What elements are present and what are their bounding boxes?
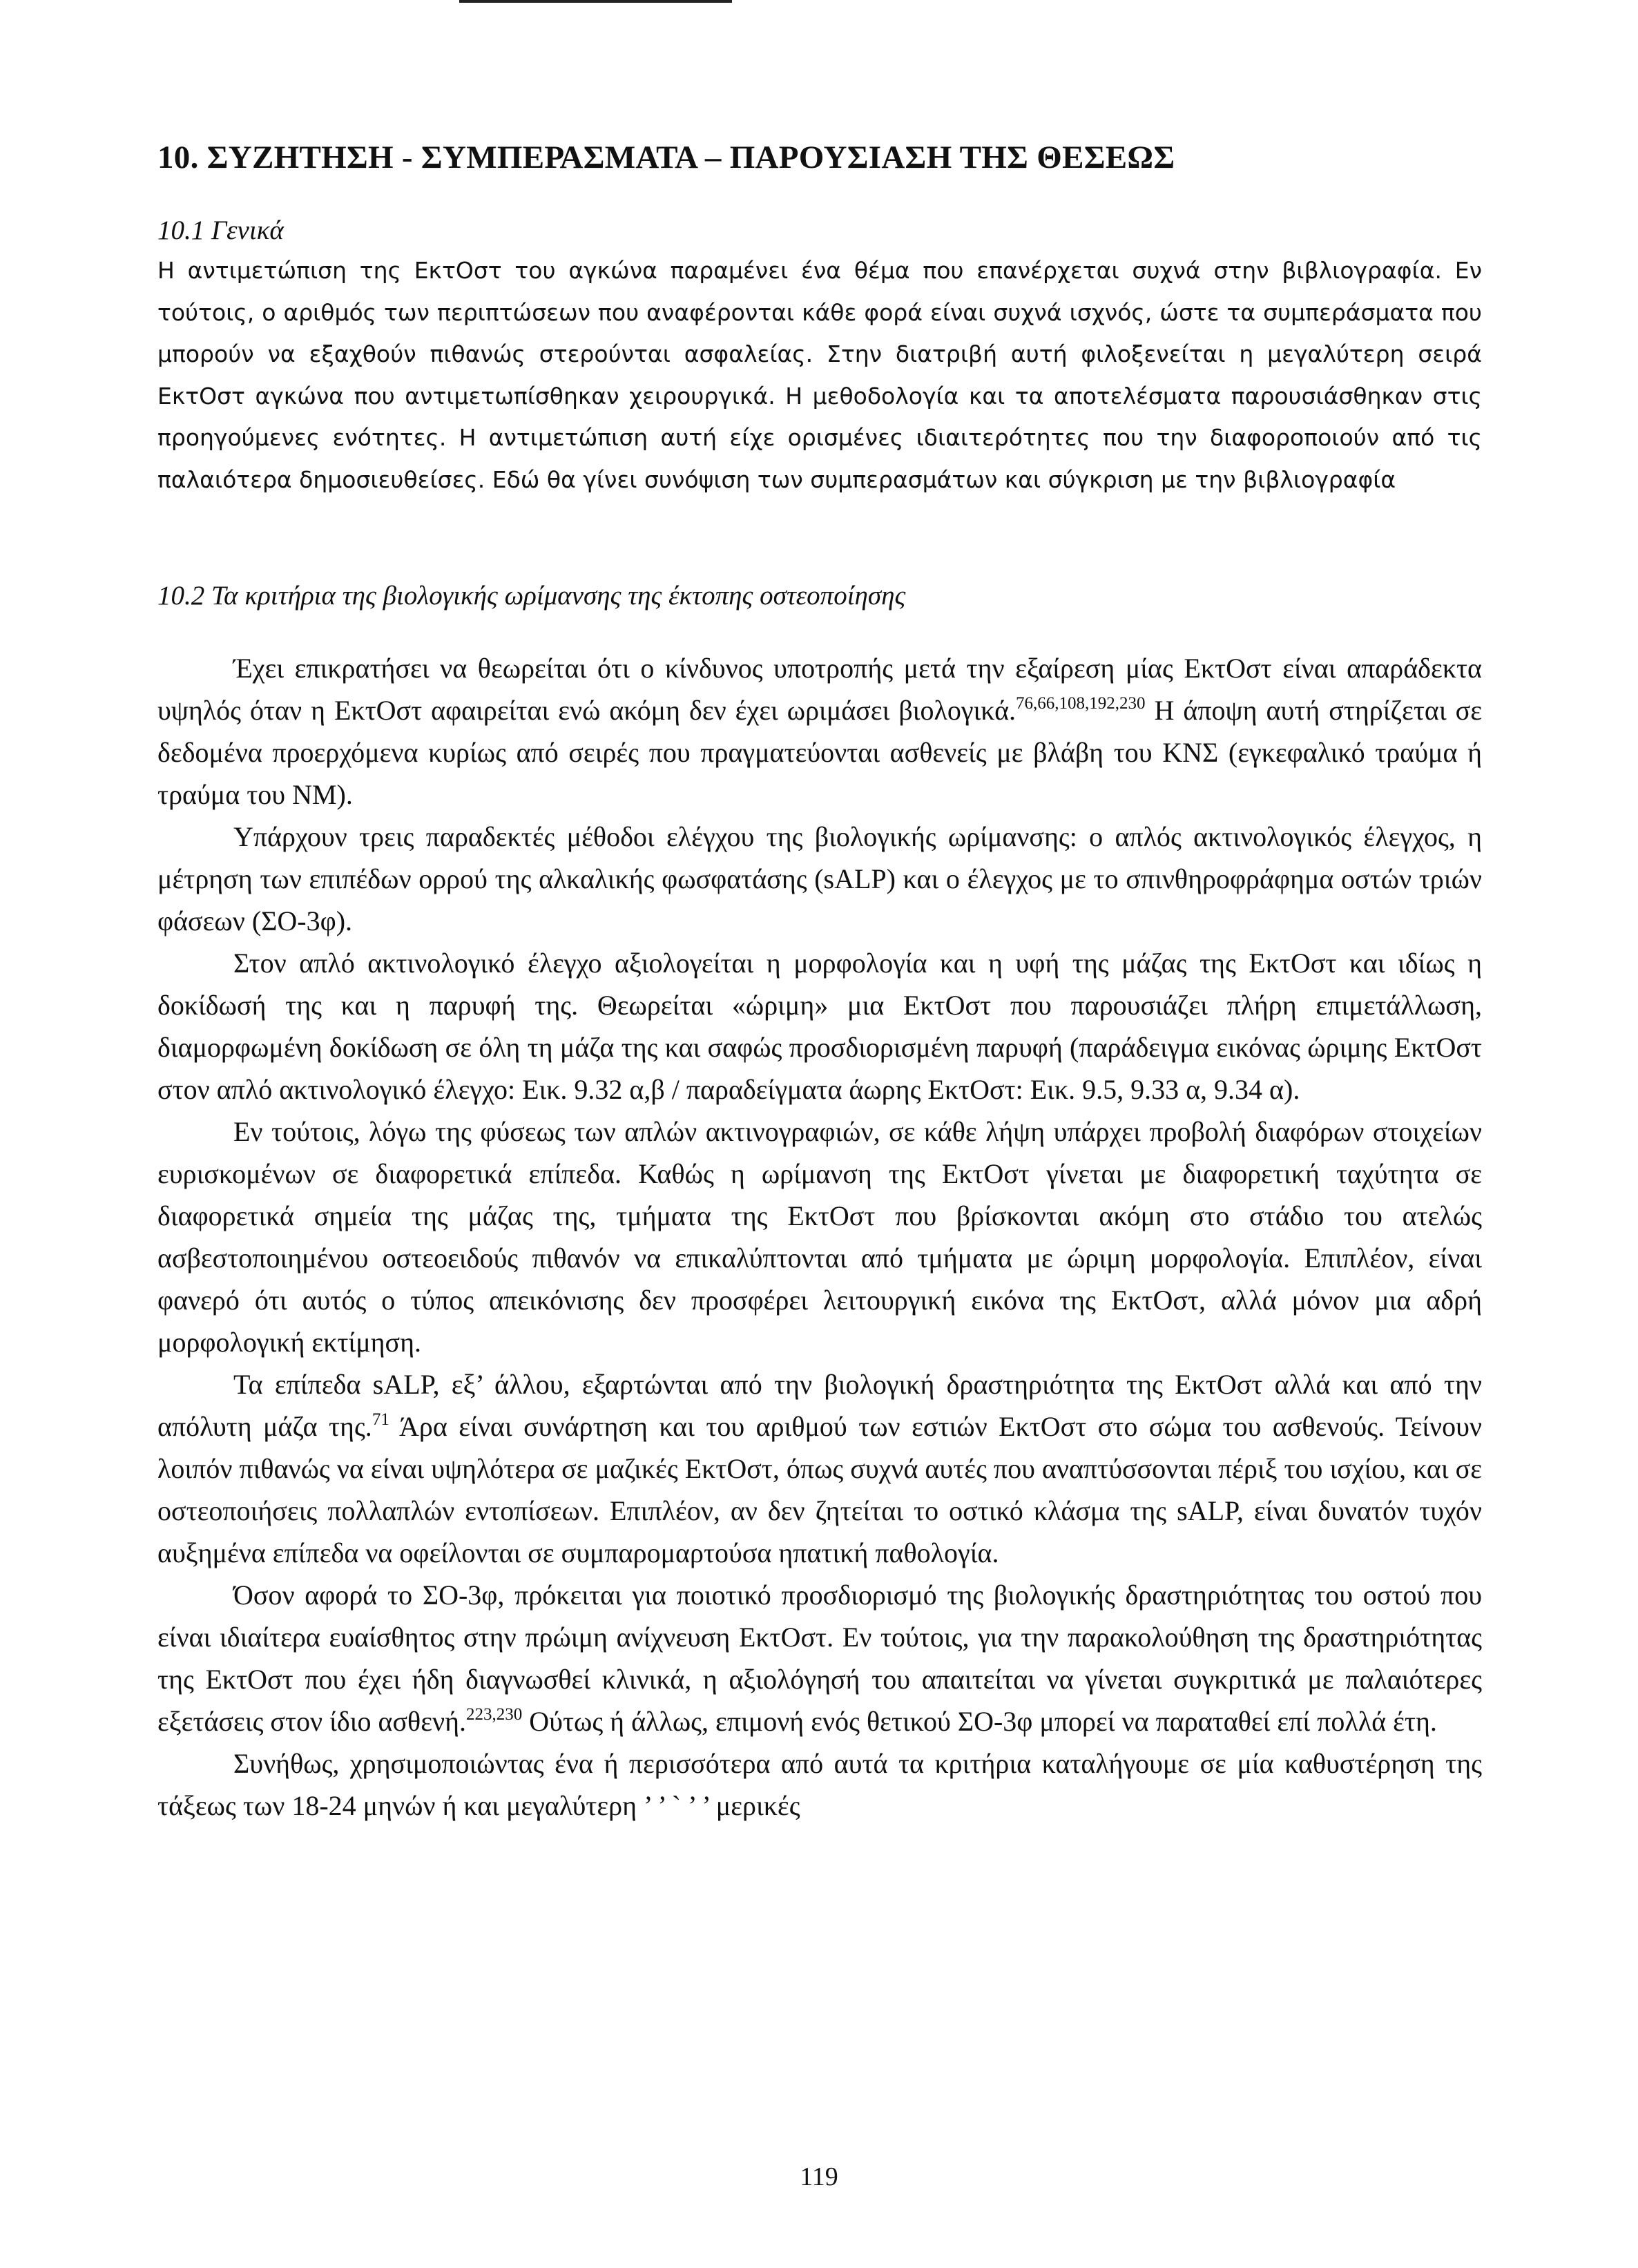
paragraph-bone-scan <box>157 1574 1482 1742</box>
paragraph-text: Ούτως ή άλλως, επιμονή ενός θετικού ΣΟ-3φ μπορεί να παραταθεί επί πολλά έτη. <box>522 1706 1437 1737</box>
citation-superscript: 223,230 <box>466 1705 523 1724</box>
document-page <box>157 137 1482 1827</box>
general-paragraph: Η αντιμετώπιση της ΕκτΟστ του αγκώνα παραμένει ένα θέμα που επανέρχεται συχνά στην βιβλιογραφία. Εν τούτοις, ο αριθμός των περιπτώσεων που αναφέρονται κάθε φορά είναι συχνά ισχνός, ώστε τα συμπεράσματα που μπορούν να εξαχθούν πιθανώς στερούνται ασφαλείας. Στην διατριβή αυτή φιλοξενείται η μεγαλύτερη σειρά ΕκτΟστ αγκώνα που αντιμετωπίσθηκαν χειρουργικά. Η μεθοδολογία και τα αποτελέσματα παρουσιάσθηκαν στις προηγούμενες ενότητες. Η αντιμετώπιση αυτή είχε ορισμένες ιδιαιτερότητες που την διαφοροποιούν από τις παλαιότερα δημοσιευθείσες. Εδώ θα γίνει συνόψιση των συμπερασμάτων και σύγκριση με την βιβλιογραφία <box>157 257 1482 493</box>
section-heading-biological-maturation: 10.2 Τα κριτήρια της βιολογικής ωρίμανσης της έκτοπης οστεοποίησης <box>157 581 906 611</box>
paragraph-text: Άρα είναι συνάρτηση και του αριθμού των εστιών ΕκτΟστ στο σώμα του ασθενούς. Τείνουν λοιπόν πιθανώς να είναι υψηλότερα σε μαζικές ΕκτΟστ, όπως συχνά αυτές που αναπτύσσονται πέριξ του ισχίου, και σε οστεοποιήσεις πολλαπλών εντοπίσεων. Επιπλέον, αν δεν ζητείται το οστικό κλάσμα της sALP, είναι δυνατόν τυχόν αυξημένα επίπεδα να οφείλονται σε συμπαρομαρτούσα ηπατική παθολογία. <box>157 1411 1482 1568</box>
citation-superscript: 76,66,108,192,230 <box>1016 694 1146 713</box>
paragraph-text: Τα επίπεδα sALP, εξ’ άλλου, εξαρτώνται από την βιολογική δραστηριότητα της ΕκτΟστ αλλά και από την απόλυτη μάζα της. <box>157 1369 1482 1442</box>
chapter-title: 10. ΣΥΖΗΤΗΣΗ - ΣΥΜΠΕΡΑΣΜΑΤΑ – ΠΑΡΟΥΣΙΑΣΗ ΤΗΣ ΘΕΣΕΩΣ <box>157 140 1175 175</box>
top-edge-rule <box>459 0 732 3</box>
paragraph-radiological-assessment: Στον απλό ακτινολογικό έλεγχο αξιολογείται η μορφολογία και η υφή της μάζας της ΕκτΟστ και ιδίως η δοκίδωσή της και η παρυφή της. Θεωρείται «ώριμη» μια ΕκτΟστ που παρουσιάζει πλήρη επιμετάλλωση, διαμορφωμένη δοκίδωση σε όλη τη μάζα της και σαφώς προσδιορισμένη παρυφή (παράδειγμα εικόνας ώριμης ΕκτΟστ στον απλό ακτινολογικό έλεγχο: Εικ. 9.32 α,β / παραδείγματα άωρης ΕκτΟστ: Εικ. 9.5, 9.33 α, 9.34 α). <box>157 948 1482 1105</box>
paragraph-three-methods: Υπάρχουν τρεις παραδεκτές μέθοδοι ελέγχου της βιολογικής ωρίμανσης: ο απλός ακτινολογικός έλεγχος, η μέτρηση των επιπέδων ορρού της αλκαλικής φωσφατάσης (sALP) και ο έλεγχος με το σπινθηροφράφημα οστών τριών φάσεων (ΣΟ-3φ). <box>157 821 1482 936</box>
paragraph-recurrence-risk <box>157 647 1482 816</box>
paragraph-salp-levels <box>157 1363 1482 1574</box>
paragraph-conclusion-delay: Συνήθως, χρησιμοποιώντας ένα ή περισσότερα από αυτά τα κριτήρια καταλήγουμε σε μία καθυστέρηση της τάξεως των 18-24 μηνών ή και μεγαλύτερη ’ ’ ` ’ ’ μερικές <box>157 1748 1482 1821</box>
section-heading-general: 10.1 Γενικά <box>157 215 284 245</box>
page-number: 119 <box>800 2162 838 2191</box>
paragraph-radiograph-limitations: Εν τούτοις, λόγω της φύσεως των απλών ακτινογραφιών, σε κάθε λήψη υπάρχει προβολή διαφόρων στοιχείων ευρισκομένων σε διαφορετικά επίπεδα. Καθώς η ωρίμανση της ΕκτΟστ γίνεται με διαφορετική ταχύτητα σε διαφορετικά σημεία της μάζας της, τμήματα της ΕκτΟστ που βρίσκονται ακόμη στο στάδιο του ατελώς ασβεστοποιημένου οστεοειδούς πιθανόν να επικαλύπτονται από τμήματα με ώριμη μορφολογία. Επιπλέον, είναι φανερό ότι αυτός ο τύπος απεικόνισης δεν προσφέρει λειτουργική εικόνα της ΕκτΟστ, αλλά μόνον μια αδρή μορφολογική εκτίμηση. <box>157 1116 1482 1358</box>
paragraph-text: Έχει επικρατήσει να θεωρείται ότι ο κίνδυνος υποτροπής μετά την εξαίρεση μίας ΕκτΟστ είναι απαράδεκτα υψηλός όταν η ΕκτΟστ αφαιρείται ενώ ακόμη δεν έχει ωριμάσει βιολογικά. <box>157 653 1482 726</box>
paragraph-text: Η άποψη αυτή στηρίζεται σε δεδομένα προερχόμενα κυρίως από σειρές που πραγματεύονται ασθενείς με βλάβη του ΚΝΣ (εγκεφαλικό τραύμα ή τραύμα του ΝΜ). <box>157 695 1482 810</box>
citation-superscript: 71 <box>372 1410 389 1429</box>
paragraph-text: Όσον αφορά το ΣΟ-3φ, πρόκειται για ποιοτικό προσδιορισμό της βιολογικής δραστηριότητας του οστού που είναι ιδιαίτερα ευαίσθητος στην πρώιμη ανίχνευση ΕκτΟστ. Εν τούτοις, για την παρακολούθηση της δραστηριότητας της ΕκτΟστ που έχει ήδη διαγνωσθεί κλινικά, η αξιολόγησή του απαιτείται να γίνεται συγκριτικά με παλαιότερες εξετάσεις στον ίδιο ασθενή. <box>157 1579 1482 1737</box>
